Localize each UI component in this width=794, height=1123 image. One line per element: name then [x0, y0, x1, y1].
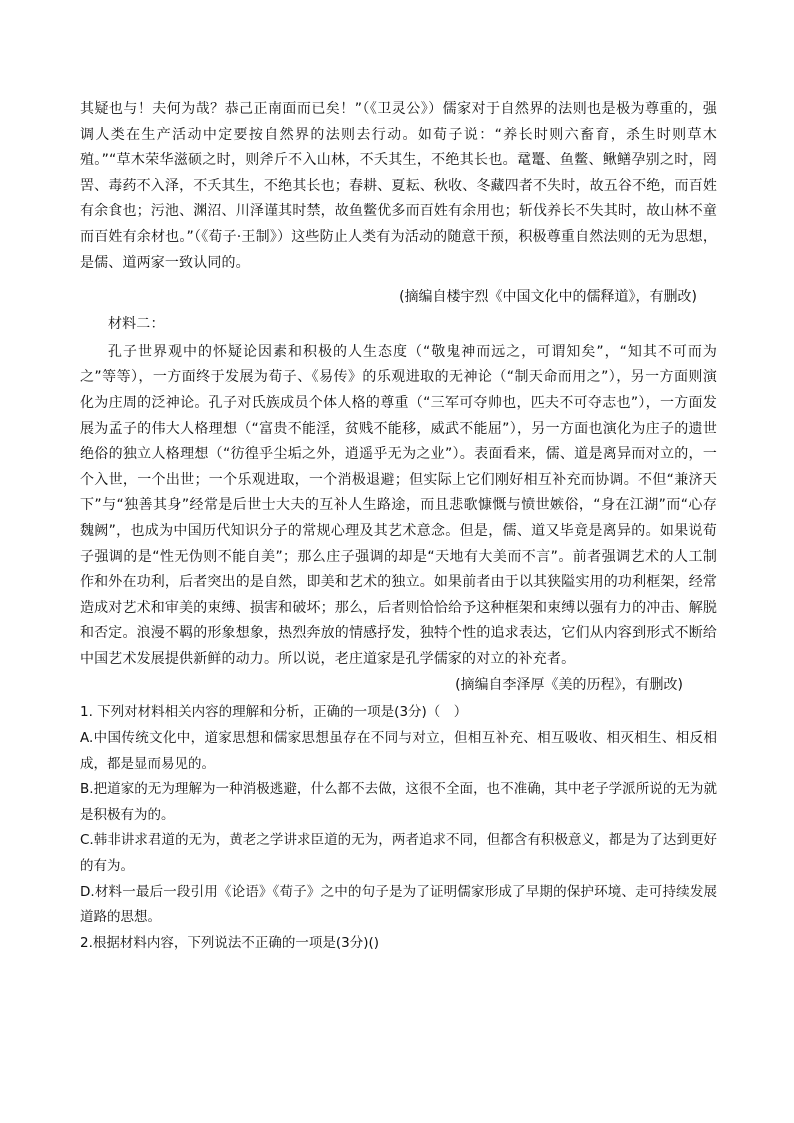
question-1-option-c: C.韩非讲求君道的无为，黄老之学讲求臣道的无为，两者追求不同，但都含有积极意义，都是为了达到更好的有为。: [80, 832, 717, 875]
question-2: [80, 931, 717, 957]
question-1-option-b: B.把道家的无为理解为一种消极逃避，什么都不去做，这很不全面，也不准确，其中老子学派所说的无为就是积极有为的。: [80, 781, 717, 823]
material2-label: 材料二：: [108, 316, 165, 333]
material2-paragraph: 孔子世界观中的怀疑论因素和积极的人生态度（“敬鬼神而远之，可谓知矣”，“知其不可而为之”等等），一方面终于发展为荀子、《易传》的乐观进取的无神论（“制天命而用之”），另一方面则演化为庄周的泛神论。孔子对氏族成员个体人格的尊重（“三军可夺帅也，匹夫不可夺志也”），一方面发展为孟子的伟大人格理想（“富贵不能淫，贫贱不能移，威武不能屈”），另一方面也演化为庄子的遗世绝俗的独立人格理想（“彷徨乎尘垢之外，逍遥乎无为之业”）。表面看来，儒、道是离异而对立的，一个入世，一个出世；一个乐观进取，一个消极退避；但实际上它们刚好相互补充而协调。不但“兼济天下”与“独善其身”经常是后世士大夫的互补人生路途，而且悲歌慷慨与愤世嫉俗，“身在江湖”而“心存魏阙”，也成为中国历代知识分子的常规心理及其艺术意念。但是，儒、道又毕竟是离异的。如果说荀子强调的是“性无伪则不能自美”；那么庄子强调的却是“天地有大美而不言”。前者强调艺术的人工制作和外在功利，后者突出的是自然，即美和艺术的独立。如果前者由于以其狭隘实用的功利框架，经常造成对艺术和审美的束缚、损害和破坏；那么，后者则恰恰给予这种框架和束缚以强有力的冲击、解脱和否定。浪漫不羁的形象想象，热烈奔放的情感抒发，独特个性的追求表达，它们从内容到形式不断给中国艺术发展提供新鲜的动力。所以说，老庄道家是孔学儒家的对立的补充者。: [80, 343, 717, 667]
question-1-option-a: A.中国传统文化中，道家思想和儒家思想虽存在不同与对立，但相互补充、相互吸收、相灭相生、相反相成，都是显而易见的。: [80, 730, 717, 772]
question-2-stem: 2.根据材料内容，下列说法不正确的一项是(3分)(): [80, 934, 380, 951]
question-1: [80, 700, 717, 930]
document-page: [80, 97, 717, 956]
material1-source: (摘编自楼宇烈《中国文化中的儒释道》，有删改): [399, 289, 697, 306]
material1-paragraph: 其疑也与！夫何为哉？恭己正南面而已矣！”（《卫灵公》）儒家对于自然界的法则也是极为尊重的，强调人类在生产活动中定要按自然界的法则去行动。如荀子说：“养长时则六畜育，杀生时则草木殖。”“草木荣华滋硕之时，则斧斤不入山林，不夭其生，不绝其长也。鼋鼍、鱼鳖、鳅鳝孕别之时，罔罟、毒药不入泽，不夭其生，不绝其长也；春耕、夏耘、秋收、冬藏四者不失时，故五谷不绝，而百姓有余食也；污池、渊沼、川泽谨其时禁，故鱼鳖优多而百姓有余用也；斩伐养长不失其时，故山林不童而百姓有余材也。”（《荀子·王制》）这些防止人类有为活动的随意干预，积极尊重自然法则的无为思想，是儒、道两家一致认同的。: [80, 101, 717, 271]
question-1-stem: 1. 下列对材料相关内容的理解和分析，正确的一项是(3分)（ ）: [80, 704, 468, 721]
question-1-option-d: D.材料一最后一段引用《论语》《荀子》之中的句子是为了证明儒家形成了早期的保护环境、走可持续发展道路的思想。: [80, 883, 717, 926]
material2-source: (摘编自李泽厚《美的历程》，有删改): [455, 677, 683, 694]
